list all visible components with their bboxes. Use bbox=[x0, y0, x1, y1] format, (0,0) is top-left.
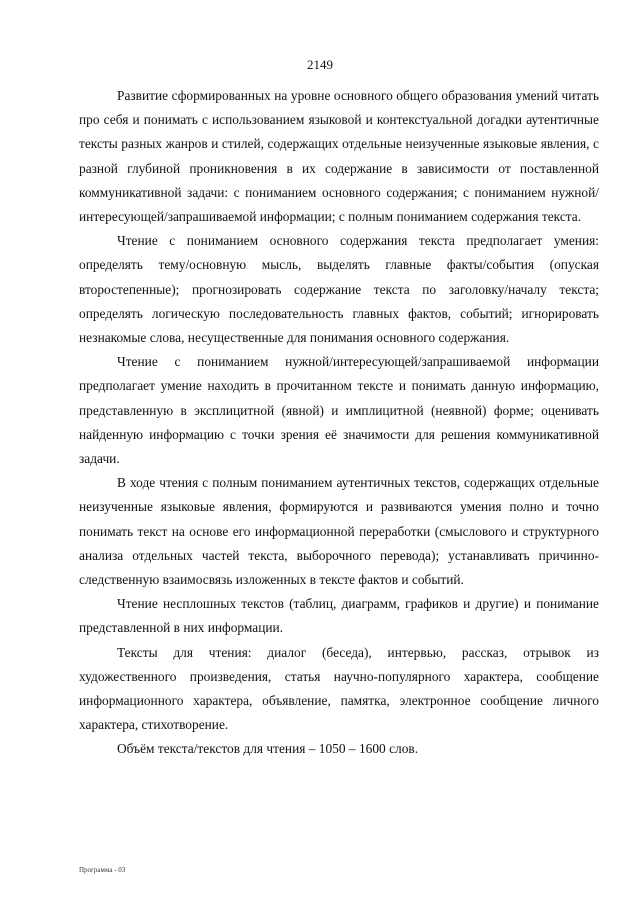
paragraph-6: Тексты для чтения: диалог (беседа), интервью, рассказ, отрывок из художественного произведения, статья научно-популярного характера, сообщение информационного характера, объявление, памятка, электронное сообщение личного характера, стихотворение. bbox=[79, 644, 599, 733]
document-body bbox=[79, 84, 599, 762]
paragraph-4: В ходе чтения с полным пониманием аутентичных текстов, содержащих отдельные неизученные языковые явления, формируются и развиваются умения полно и точно понимать текст на основе его информационной переработки (смыслового и структурного анализа отдельных частей текста, выборочного перевода); устанавливать причинно-следственную взаимосвязь изложенных в тексте фактов и событий. bbox=[79, 475, 599, 588]
paragraph-5: Чтение несплошных текстов (таблиц, диаграмм, графиков и другие) и понимание представленной в них информации. bbox=[79, 596, 599, 636]
paragraph-1: Развитие сформированных на уровне основного общего образования умений читать про себя и понимать с использованием языковой и контекстуальной догадки аутентичные тексты разных жанров и стилей, содержащих отдельные неизученные языковые явления, с разной глубиной проникновения в их содержание в зависимости от поставленной коммуникативной задачи: с пониманием основного содержания; с пониманием нужной/интересующей/запрашиваемой информации; с полным пониманием содержания текста. bbox=[79, 88, 599, 225]
paragraph-3: Чтение с пониманием нужной/интересующей/запрашиваемой информации предполагает умение находить в прочитанном тексте и понимать данную информацию, представленную в эксплицитной (явной) и имплицитной (неявной) форме; оценивать найденную информацию с точки зрения её значимости для решения коммуникативной задачи. bbox=[79, 354, 599, 467]
footer-note: Программа - 03 bbox=[79, 866, 126, 874]
paragraph-7: Объём текста/текстов для чтения – 1050 – 1600 слов. bbox=[117, 741, 419, 757]
page-number: 2149 bbox=[307, 57, 333, 72]
paragraph-2: Чтение с пониманием основного содержания текста предполагает умения: определять тему/основную мысль, выделять главные факты/события (опуская второстепенные); прогнозировать содержание текста по заголовку/началу текста; определять логическую последовательность главных фактов, событий; игнорировать незнакомые слова, несущественные для понимания основного содержания. bbox=[79, 233, 599, 346]
